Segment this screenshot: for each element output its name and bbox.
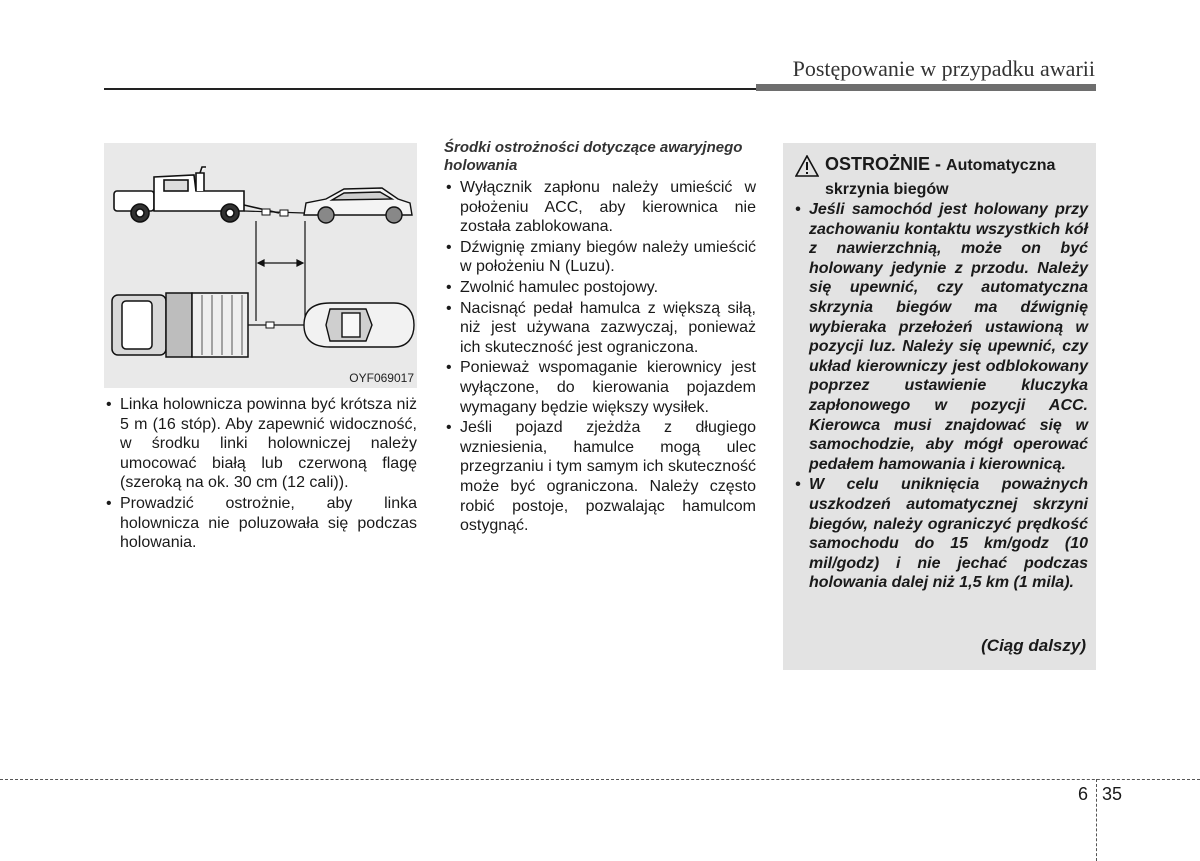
figure-code: OYF069017 <box>349 371 414 385</box>
header-title: Postępowanie w przypadku awarii <box>792 56 1095 81</box>
section-heading: Środki ostrożności dotyczące awaryjnego holowania <box>444 139 743 174</box>
warning-icon <box>795 155 819 177</box>
header-rule-accent <box>756 84 1096 91</box>
caution-subtitle: Automatyczna <box>946 157 1056 174</box>
list-item: • Ponieważ wspomaganie kierownicy jest wyłączone, do kierowania pojazdem wymagany będzie większy wysiłek. <box>444 358 756 417</box>
precautions-column <box>444 139 756 537</box>
caution-label: OSTROŻNIE - <box>825 154 941 174</box>
footer-page-divider <box>1096 779 1097 861</box>
list-item: • Prowadzić ostrożnie, aby linka holownicza nie poluzowała się podczas holowania. <box>104 494 417 553</box>
caution-subtitle-2: skrzynia biegów <box>825 181 949 198</box>
list-item: • Dźwignię zmiany biegów należy umieścić w położeniu N (Luzu). <box>444 238 756 277</box>
list-item: • W celu uniknięcia poważnych uszkodzeń automatycznej skrzyni biegów, należy ograniczyć prędkość samochodu do 15 km/godz (10 mil/godz) i nie jechać podczas holowania dalej niż 1,5 km (1 mila). <box>793 475 1088 593</box>
towed-car-side <box>304 188 412 223</box>
towing-diagram <box>104 143 417 388</box>
list-item: • Linka holownicza powinna być krótsza niż 5 m (16 stóp). Aby zapewnić widoczność, w środku linki holowniczej należy umocować białą lub czerwoną flagę (szeroką na ok. 30 cm (12 cali)). <box>104 395 417 493</box>
distance-marker <box>256 221 305 321</box>
list-item: • Wyłącznik zapłonu należy umieścić w położeniu ACC, aby kierownica nie została zablokowana. <box>444 178 756 237</box>
footer-divider <box>0 779 1200 780</box>
chapter-number: 6 <box>1077 784 1088 804</box>
towing-illustration <box>104 143 417 388</box>
towing-tips-column <box>104 395 417 554</box>
list-item: • Jeśli pojazd zjeżdża z długiego wzniesienia, hamulce mogą ulec przegrzaniu i tym samym ich skuteczność może być ograniczona. Należy często robić postoje, pozwalając hamulcom ostygnąć. <box>444 418 756 536</box>
caution-box <box>783 143 1096 670</box>
list-item: • Nacisnąć pedał hamulca z większą siłą, niż jest używana zazwyczaj, ponieważ ich skuteczność jest ograniczona. <box>444 299 756 358</box>
continued-note: (Ciąg dalszy) <box>981 636 1086 655</box>
towed-car-top <box>304 303 414 347</box>
page-number: 35 <box>1102 784 1123 804</box>
tow-truck-top <box>112 293 248 357</box>
list-item: • Zwolnić hamulec postojowy. <box>444 278 756 298</box>
caution-title <box>825 153 1090 201</box>
tow-truck-side <box>114 167 279 222</box>
list-item: • Jeśli samochód jest holowany przy zachowaniu kontaktu wszystkich kół z nawierzchnią, może on być holowany jedynie z przodu. Należy się upewnić, czy automatyczna skrzynia biegów ma dźwignię wybieraka przełożeń ustawioną w pozycji luz. Należy się upewnić, czy układ kierowniczy jest odblokowany poprzez ustawienie kluczyka zapłonowego w pozycji ACC. Kierowca musi znajdować się w samochodzie, aby mógł operować pedałem hamowania i kierownicą. <box>793 200 1088 474</box>
header-rule <box>104 88 756 90</box>
